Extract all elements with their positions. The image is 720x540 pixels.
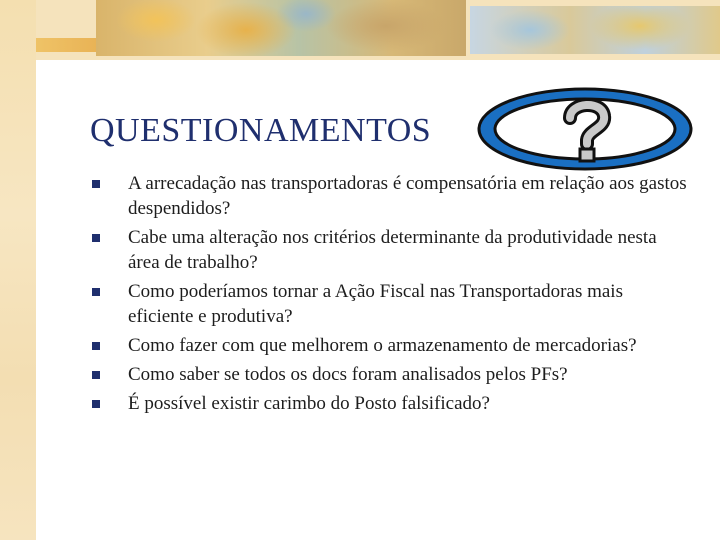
question-text: Como saber se todos os docs foram analisados pelos PFs? bbox=[128, 364, 568, 385]
list-item bbox=[90, 362, 690, 387]
bullet-marker bbox=[92, 342, 100, 350]
list-item bbox=[90, 391, 690, 416]
bullet-marker bbox=[92, 180, 100, 188]
bullet-marker bbox=[92, 400, 100, 408]
bullet-marker bbox=[92, 371, 100, 379]
slide-title: QUESTIONAMENTOS bbox=[90, 112, 432, 149]
decorative-left-strip bbox=[0, 0, 36, 540]
question-mark-icon bbox=[474, 84, 696, 174]
banner-artwork-left bbox=[96, 0, 466, 56]
list-item bbox=[90, 279, 690, 329]
bullet-marker bbox=[92, 234, 100, 242]
bullet-marker bbox=[92, 288, 100, 296]
list-item bbox=[90, 225, 690, 275]
question-text: A arrecadação nas transportadoras é compensatória em relação aos gastos despendidos? bbox=[128, 173, 687, 219]
list-item bbox=[90, 171, 690, 221]
banner-artwork-right bbox=[470, 6, 720, 54]
question-text: Como fazer com que melhorem o armazenamento de mercadorias? bbox=[128, 335, 637, 356]
question-text: É possível existir carimbo do Posto falsificado? bbox=[128, 393, 490, 414]
question-text: Como poderíamos tornar a Ação Fiscal nas Transportadoras mais eficiente e produtiva? bbox=[128, 281, 623, 327]
question-list bbox=[90, 171, 690, 420]
question-text: Cabe uma alteração nos critérios determinante da produtividade nesta área de trabalho? bbox=[128, 227, 657, 273]
list-item bbox=[90, 333, 690, 358]
